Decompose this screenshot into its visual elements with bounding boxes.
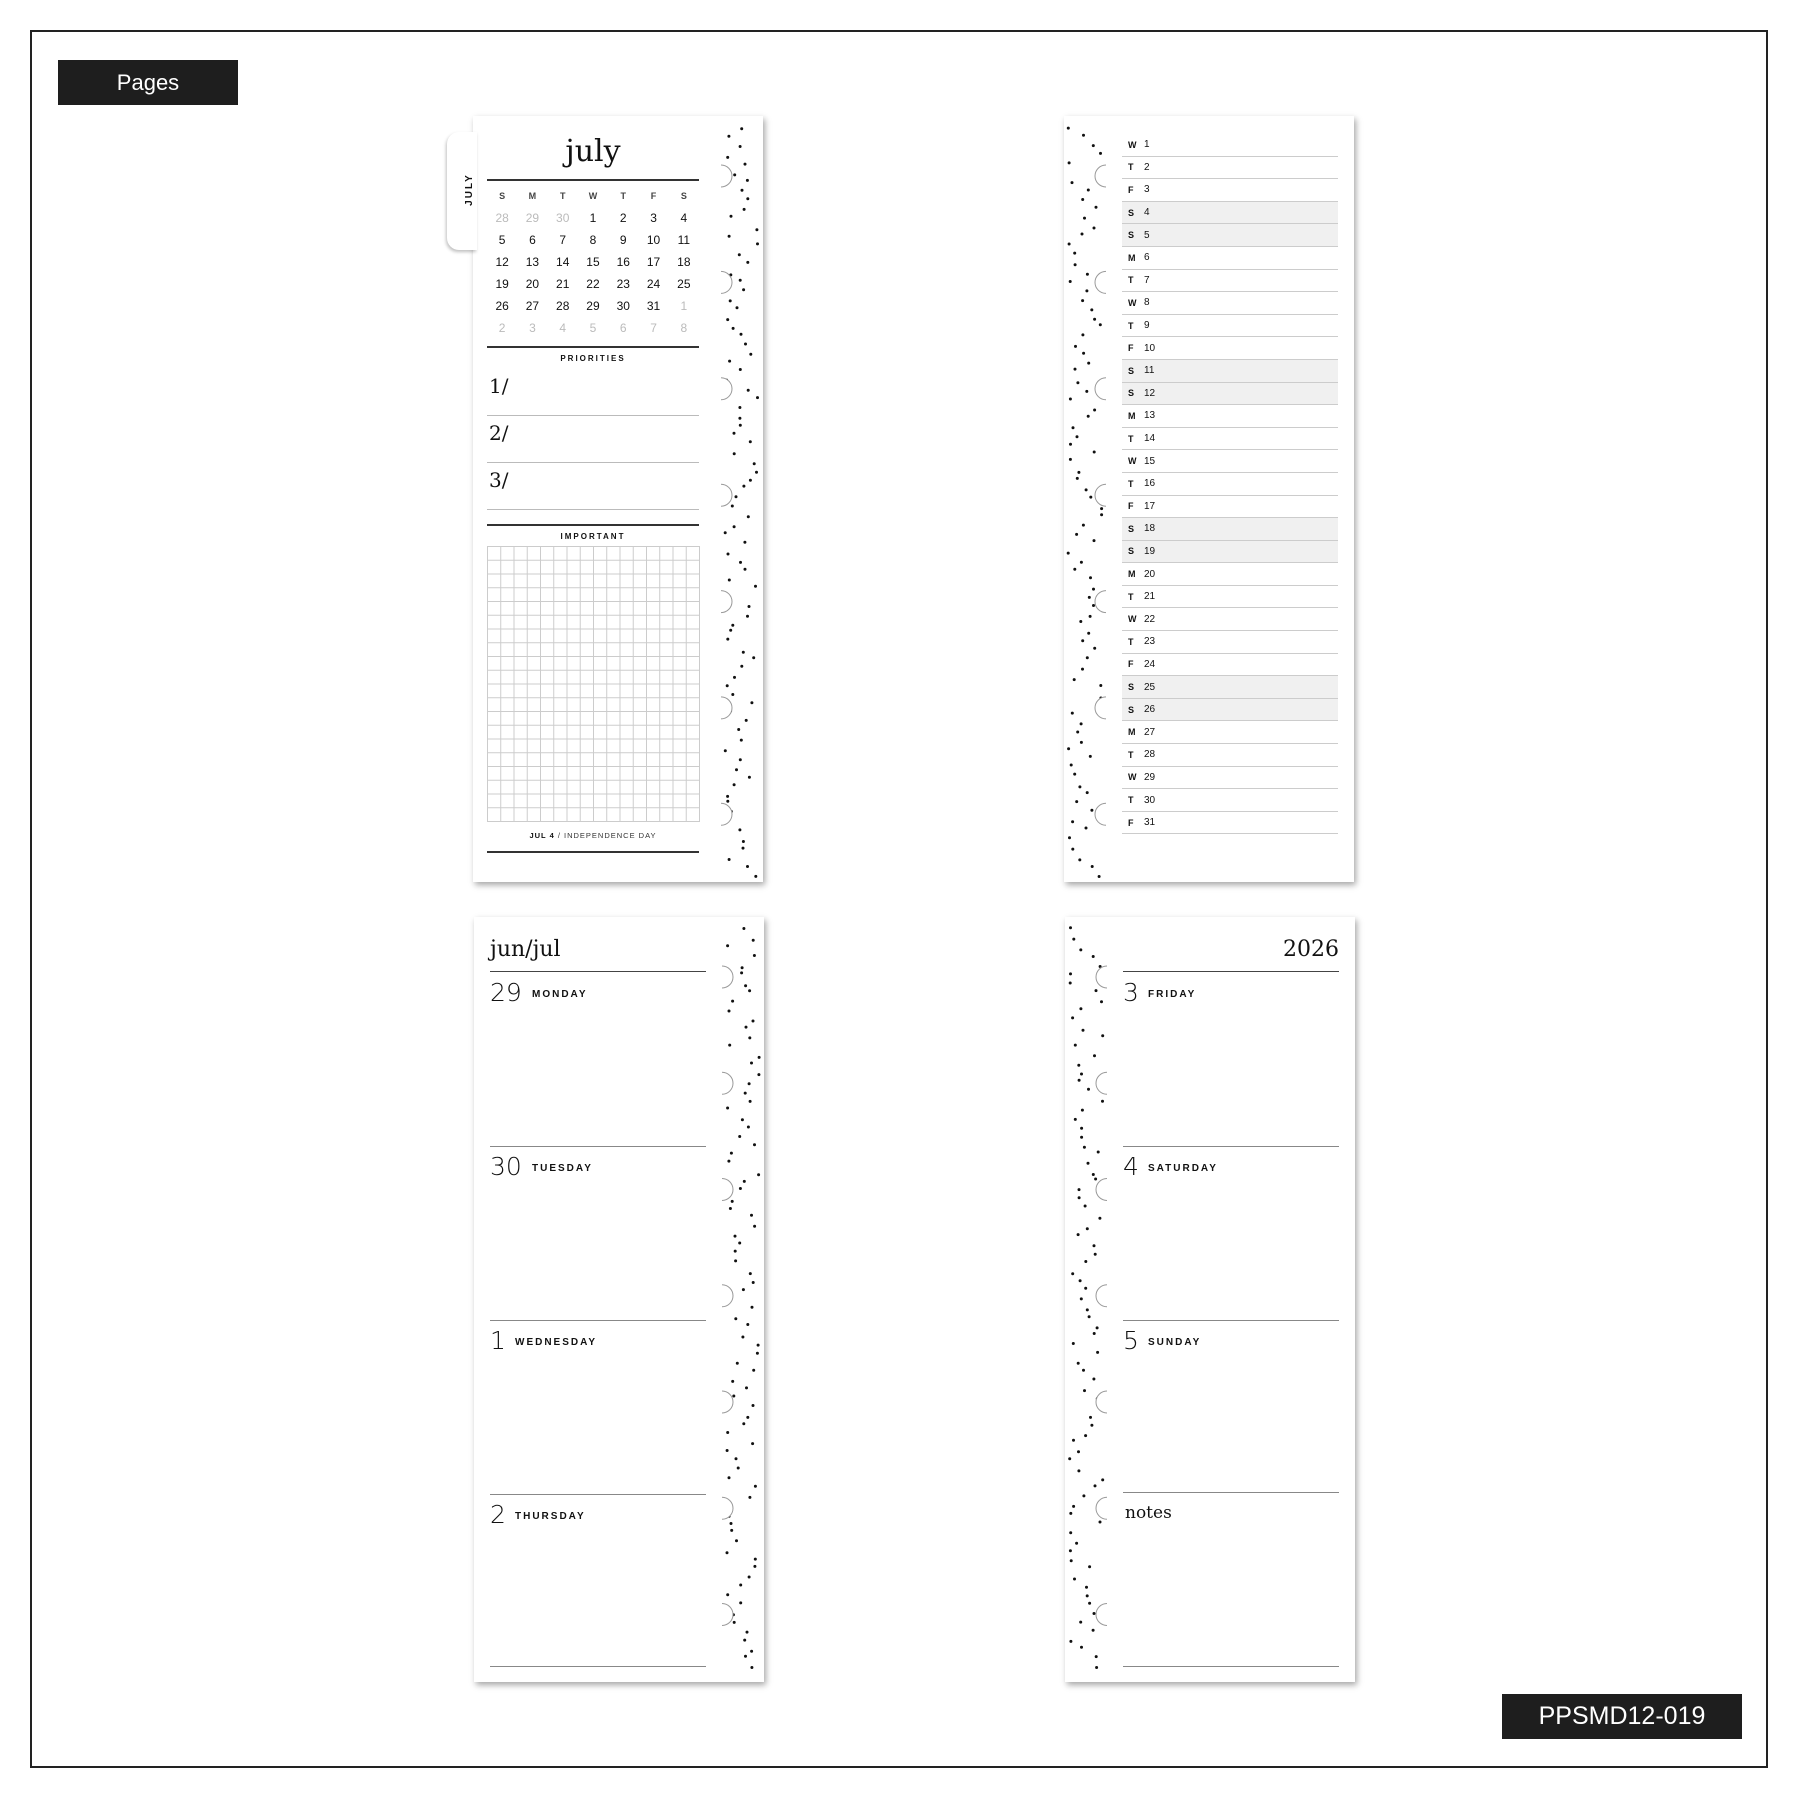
day-name: SUNDAY xyxy=(1148,1337,1202,1348)
calendar-day[interactable]: 24 xyxy=(646,277,661,291)
day-number: 25 xyxy=(1144,681,1156,693)
day-row[interactable] xyxy=(1122,134,1338,157)
month-title: july xyxy=(565,134,621,169)
day-letter: M xyxy=(1128,252,1136,263)
calendar-day[interactable]: 13 xyxy=(525,255,540,269)
daily-list-page xyxy=(1064,116,1354,882)
calendar-day[interactable]: 23 xyxy=(616,277,630,291)
day-number: 26 xyxy=(1144,704,1156,716)
calendar-day[interactable]: 16 xyxy=(616,255,630,269)
day-row[interactable] xyxy=(1122,337,1338,360)
day-letter: T xyxy=(1128,591,1134,602)
weekday-header: T xyxy=(620,191,627,201)
day-letter: S xyxy=(1128,365,1135,376)
polka-dot-pattern xyxy=(1065,917,1107,1682)
day-number: 11 xyxy=(1144,365,1155,377)
day-divider xyxy=(490,1494,706,1495)
day-letter: T xyxy=(1128,478,1134,489)
calendar-week xyxy=(487,317,699,339)
day-number: 19 xyxy=(1144,545,1156,557)
calendar-day[interactable]: 17 xyxy=(646,255,661,269)
calendar-day[interactable]: 28 xyxy=(556,299,570,313)
day-row[interactable] xyxy=(1122,541,1338,564)
day-row[interactable] xyxy=(1122,450,1338,473)
day-row[interactable] xyxy=(1122,654,1338,677)
day-letter: S xyxy=(1128,230,1135,241)
polka-dot-pattern xyxy=(722,917,764,1682)
day-row[interactable] xyxy=(1122,676,1338,699)
day-number: 28 xyxy=(1144,749,1156,761)
day-block[interactable] xyxy=(1123,974,1339,1148)
calendar-day[interactable]: 5 xyxy=(589,321,597,335)
calendar-day[interactable]: 25 xyxy=(677,277,691,291)
day-name: THURSDAY xyxy=(515,1511,586,1522)
calendar-day[interactable]: 19 xyxy=(495,277,509,291)
day-number: 16 xyxy=(1144,478,1156,490)
day-block[interactable] xyxy=(1123,1148,1339,1322)
dot-strip xyxy=(722,917,764,1682)
calendar-day[interactable]: 29 xyxy=(586,299,600,313)
calendar-week xyxy=(487,251,699,273)
day-letter: W xyxy=(1128,456,1137,467)
pages-label: Pages xyxy=(58,60,238,105)
calendar-day[interactable]: 7 xyxy=(650,321,657,335)
calendar-day[interactable]: 28 xyxy=(495,211,509,225)
calendar-day[interactable]: 1 xyxy=(589,211,597,225)
day-row[interactable] xyxy=(1122,721,1338,744)
calendar-day[interactable]: 8 xyxy=(589,233,597,247)
calendar-day[interactable]: 27 xyxy=(525,299,540,313)
dot-strip xyxy=(1064,116,1106,882)
day-divider xyxy=(1123,1320,1339,1321)
calendar-day[interactable]: 18 xyxy=(677,255,691,269)
day-list xyxy=(1122,134,1338,834)
notes-label: notes xyxy=(1125,1503,1172,1523)
day-number: 14 xyxy=(1144,433,1156,445)
holiday-name: / INDEPENDENCE DAY xyxy=(554,831,657,840)
day-number: 31 xyxy=(1144,817,1156,829)
day-number: 1 xyxy=(1144,139,1150,151)
day-number: 3 xyxy=(1123,978,1139,1007)
day-name: FRIDAY xyxy=(1148,989,1197,1000)
day-row[interactable] xyxy=(1122,405,1338,428)
day-number: 29 xyxy=(1144,771,1156,783)
calendar-day[interactable]: 4 xyxy=(680,211,688,225)
day-row[interactable] xyxy=(1122,518,1338,541)
day-letter: T xyxy=(1128,275,1134,286)
day-row[interactable] xyxy=(1122,270,1338,293)
calendar-day[interactable]: 15 xyxy=(586,255,600,269)
day-number: 30 xyxy=(490,1152,522,1181)
weekday-header: M xyxy=(528,191,537,201)
day-number: 2 xyxy=(490,1500,506,1529)
month-tab-label: JULY xyxy=(463,173,475,206)
day-letter: W xyxy=(1128,139,1137,150)
day-letter: S xyxy=(1128,523,1135,534)
calendar-day[interactable]: 10 xyxy=(646,233,661,247)
priorities-heading: PRIORITIES xyxy=(487,346,699,363)
calendar-grid xyxy=(487,189,699,339)
day-letter: T xyxy=(1128,636,1134,647)
day-letter: M xyxy=(1128,410,1136,421)
holiday-note xyxy=(487,831,699,840)
polka-dot-pattern xyxy=(1064,116,1106,882)
priority-line[interactable] xyxy=(487,462,699,510)
day-letter: T xyxy=(1128,162,1134,173)
day-row[interactable] xyxy=(1122,812,1338,835)
bottom-rule xyxy=(487,851,699,853)
day-number: 22 xyxy=(1144,613,1156,625)
notes-rule xyxy=(1123,1492,1339,1493)
day-row[interactable] xyxy=(1122,789,1338,812)
priority-line[interactable] xyxy=(487,415,699,463)
day-row[interactable] xyxy=(1122,157,1338,180)
day-number: 20 xyxy=(1144,568,1156,580)
day-row[interactable] xyxy=(1122,473,1338,496)
day-letter: T xyxy=(1128,433,1134,444)
day-row[interactable] xyxy=(1122,224,1338,247)
calendar-day[interactable]: 6 xyxy=(619,321,627,335)
day-letter: F xyxy=(1128,659,1134,670)
calendar-day[interactable]: 21 xyxy=(556,277,570,291)
day-letter: F xyxy=(1128,817,1134,828)
day-row[interactable] xyxy=(1122,744,1338,767)
weekday-header: S xyxy=(680,191,687,201)
day-row[interactable] xyxy=(1122,496,1338,519)
day-letter: T xyxy=(1128,795,1134,806)
day-row[interactable] xyxy=(1122,767,1338,790)
weekly-left-page xyxy=(474,917,764,1682)
day-divider xyxy=(490,1320,706,1321)
day-letter: W xyxy=(1128,614,1137,625)
calendar-day[interactable]: 31 xyxy=(646,299,661,313)
calendar-week xyxy=(487,273,699,295)
weekday-header: T xyxy=(559,191,566,201)
weekly-right-page xyxy=(1065,917,1355,1682)
calendar-day[interactable]: 8 xyxy=(680,321,688,335)
calendar-day[interactable]: 30 xyxy=(616,299,630,313)
day-number: 13 xyxy=(1144,410,1156,422)
header-rule xyxy=(1123,971,1339,972)
header-rule xyxy=(490,971,706,972)
calendar-day[interactable]: 3 xyxy=(650,211,657,225)
weekday-header: W xyxy=(588,191,598,201)
important-heading: IMPORTANT xyxy=(487,524,699,541)
day-row[interactable] xyxy=(1122,383,1338,406)
day-block[interactable] xyxy=(490,1148,706,1322)
day-row[interactable] xyxy=(1122,428,1338,451)
day-number: 5 xyxy=(1123,1326,1139,1355)
day-row[interactable] xyxy=(1122,586,1338,609)
day-row[interactable] xyxy=(1122,608,1338,631)
weekday-header: F xyxy=(650,191,657,201)
day-letter: M xyxy=(1128,727,1136,738)
year-label: 2026 xyxy=(1283,937,1339,962)
day-letter: S xyxy=(1128,704,1135,715)
dot-strip xyxy=(1065,917,1107,1682)
day-number: 21 xyxy=(1144,591,1156,603)
calendar-day[interactable]: 2 xyxy=(619,211,627,225)
day-number: 8 xyxy=(1144,297,1150,309)
day-letter: F xyxy=(1128,343,1134,354)
polka-dot-pattern xyxy=(721,116,763,882)
day-number: 6 xyxy=(1144,252,1150,264)
important-grid[interactable] xyxy=(487,546,700,822)
priority-line[interactable] xyxy=(487,368,699,416)
calendar-day[interactable]: 29 xyxy=(525,211,540,225)
day-number: 7 xyxy=(1144,274,1150,286)
calendar-day[interactable]: 11 xyxy=(677,233,691,247)
day-block[interactable] xyxy=(490,1322,706,1496)
day-number: 24 xyxy=(1144,658,1156,670)
calendar-day[interactable]: 5 xyxy=(498,233,506,247)
bottom-rule xyxy=(490,1666,706,1667)
calendar-day[interactable]: 7 xyxy=(559,233,567,247)
day-letter: W xyxy=(1128,297,1137,308)
day-number: 3 xyxy=(1144,184,1150,196)
day-row[interactable] xyxy=(1122,292,1338,315)
day-row[interactable] xyxy=(1122,699,1338,722)
bottom-rule xyxy=(1123,1666,1339,1667)
day-block[interactable] xyxy=(490,974,706,1148)
day-number: 27 xyxy=(1144,726,1156,738)
day-letter: T xyxy=(1128,749,1134,760)
calendar-day[interactable]: 20 xyxy=(525,277,540,291)
priority-number: 2/ xyxy=(489,421,509,445)
weekday-header: S xyxy=(499,191,506,201)
day-number: 2 xyxy=(1144,161,1150,173)
day-letter: F xyxy=(1128,501,1134,512)
day-letter: T xyxy=(1128,320,1134,331)
day-letter: M xyxy=(1128,569,1136,580)
day-letter: S xyxy=(1128,682,1135,693)
sku-label: PPSMD12-019 xyxy=(1502,1694,1742,1739)
day-letter: F xyxy=(1128,184,1134,195)
calendar-week xyxy=(487,295,699,317)
calendar-week xyxy=(487,207,699,229)
priority-number: 3/ xyxy=(489,468,509,492)
day-number: 15 xyxy=(1144,455,1156,467)
calendar-day[interactable]: 2 xyxy=(498,321,506,335)
day-number: 17 xyxy=(1144,500,1156,512)
day-row[interactable] xyxy=(1122,202,1338,225)
mini-calendar xyxy=(487,179,699,339)
calendar-day[interactable]: 14 xyxy=(556,255,570,269)
day-divider xyxy=(1123,1146,1339,1147)
day-name: MONDAY xyxy=(532,989,588,1000)
monthly-page xyxy=(463,116,763,882)
calendar-day[interactable]: 4 xyxy=(559,321,567,335)
day-letter: S xyxy=(1128,388,1135,399)
calendar-day[interactable]: 1 xyxy=(680,299,688,313)
day-number: 12 xyxy=(1144,387,1156,399)
week-title: jun/jul xyxy=(490,937,561,962)
day-number: 29 xyxy=(490,978,522,1007)
day-row[interactable] xyxy=(1122,563,1338,586)
day-number: 18 xyxy=(1144,523,1156,535)
calendar-day[interactable]: 9 xyxy=(619,233,627,247)
day-number: 9 xyxy=(1144,320,1150,332)
day-name: TUESDAY xyxy=(532,1163,593,1174)
calendar-day[interactable]: 22 xyxy=(586,277,600,291)
day-number: 5 xyxy=(1144,229,1150,241)
day-row[interactable] xyxy=(1122,315,1338,338)
day-letter: S xyxy=(1128,546,1135,557)
day-number: 4 xyxy=(1123,1152,1139,1181)
dot-strip xyxy=(721,116,763,882)
day-name: SATURDAY xyxy=(1148,1163,1218,1174)
calendar-day[interactable]: 26 xyxy=(495,299,509,313)
day-row[interactable] xyxy=(1122,631,1338,654)
day-number: 30 xyxy=(1144,794,1156,806)
calendar-day[interactable]: 3 xyxy=(529,321,536,335)
day-row[interactable] xyxy=(1122,179,1338,202)
calendar-week xyxy=(487,229,699,251)
calendar-day[interactable]: 6 xyxy=(529,233,536,247)
outer-frame xyxy=(30,30,1768,1768)
day-letter: W xyxy=(1128,772,1137,783)
month-tab[interactable] xyxy=(447,132,477,250)
day-block[interactable] xyxy=(490,1496,706,1670)
day-number: 10 xyxy=(1144,342,1156,354)
day-divider xyxy=(490,1146,706,1147)
day-number: 23 xyxy=(1144,636,1156,648)
priority-number: 1/ xyxy=(489,374,509,398)
day-row[interactable] xyxy=(1122,360,1338,383)
day-name: WEDNESDAY xyxy=(515,1337,598,1348)
day-letter: S xyxy=(1128,207,1135,218)
day-number: 4 xyxy=(1144,207,1150,219)
day-block[interactable] xyxy=(1123,1322,1339,1496)
holiday-date: JUL 4 xyxy=(529,831,555,840)
day-number: 1 xyxy=(490,1326,506,1355)
calendar-day[interactable]: 30 xyxy=(556,211,570,225)
day-row[interactable] xyxy=(1122,247,1338,270)
calendar-day[interactable]: 12 xyxy=(495,255,509,269)
